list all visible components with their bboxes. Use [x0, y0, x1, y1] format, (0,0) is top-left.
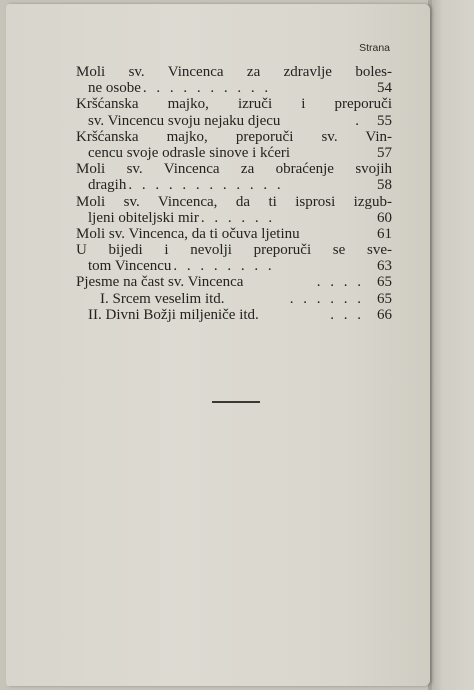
toc-entry-text: cencu svoje odrasle sinove i kćeri	[88, 144, 291, 161]
toc-line	[76, 113, 392, 129]
toc-entry-text: sv. Vincencu svoju nejaku djecu	[88, 112, 281, 129]
toc-entry-text: I. Srcem veselim itd.	[100, 290, 225, 307]
toc-line	[76, 161, 392, 177]
toc-line	[76, 129, 392, 145]
page-column-header: Strana	[359, 42, 390, 54]
toc-line	[76, 258, 392, 274]
toc-entry-text: dragih	[88, 177, 127, 194]
leader-dots: . . . . . .	[200, 209, 276, 226]
page-number: 65	[377, 274, 392, 291]
page-number: 54	[377, 80, 392, 97]
page-number: 60	[377, 209, 392, 226]
page-number: 61	[377, 225, 392, 242]
leader-dots: . . . .	[316, 274, 364, 291]
leader-dots: . . .	[330, 306, 364, 323]
leader-dots: . . . . . . . . . .	[142, 80, 272, 97]
toc-line	[76, 226, 392, 242]
toc-line	[76, 307, 392, 323]
page-number: 57	[377, 144, 392, 161]
toc-entry-text: Kršćanska majko, izruči i preporuči	[76, 96, 392, 113]
toc-line	[76, 291, 392, 307]
toc-line	[76, 80, 392, 96]
section-divider-rule	[212, 401, 260, 403]
leader-dots: .	[355, 112, 362, 129]
toc-entry-text: Moli sv. Vincenca za zdravlje boles-	[76, 64, 392, 80]
page-number: 65	[377, 290, 392, 307]
page-number: 63	[377, 258, 392, 275]
toc-entry-text: Kršćanska majko, preporuči sv. Vin-	[76, 128, 392, 145]
table-of-contents	[76, 64, 392, 323]
page-number: 55	[377, 112, 392, 129]
leader-dots: . . . . . . . .	[173, 258, 275, 275]
toc-entry-text: ne osobe	[88, 80, 141, 97]
toc-entry-text: Moli sv. Vincenca, da ti očuva ljetinu	[76, 225, 300, 242]
toc-line	[76, 145, 392, 161]
leader-dots: . . . . . .	[289, 290, 364, 307]
toc-line	[76, 242, 392, 258]
toc-line	[76, 210, 392, 226]
toc-line	[76, 194, 392, 210]
toc-entry-text: Moli sv. Vincenca, da ti isprosi izgub-	[76, 193, 392, 210]
toc-entry-text: Moli sv. Vincenca za obraćenje svojih	[76, 161, 392, 178]
page-number: 66	[377, 306, 392, 323]
toc-entry-text: Pjesme na čast sv. Vincenca	[76, 274, 244, 291]
toc-entry-text: U bijedi i nevolji preporuči se sve-	[76, 242, 392, 259]
leader-dots: . . . . . . . . . . . .	[128, 177, 284, 194]
toc-entry-text: II. Divni Božji miljeniče itd.	[88, 306, 259, 323]
toc-line	[76, 64, 392, 80]
toc-line	[76, 177, 392, 193]
toc-line	[76, 96, 392, 112]
toc-entry-text: ljeni obiteljski mir	[88, 209, 199, 226]
next-page-edge	[432, 0, 474, 690]
page-number: 58	[377, 177, 392, 194]
toc-line	[76, 274, 392, 290]
toc-entry-text: tom Vincencu	[88, 258, 172, 275]
